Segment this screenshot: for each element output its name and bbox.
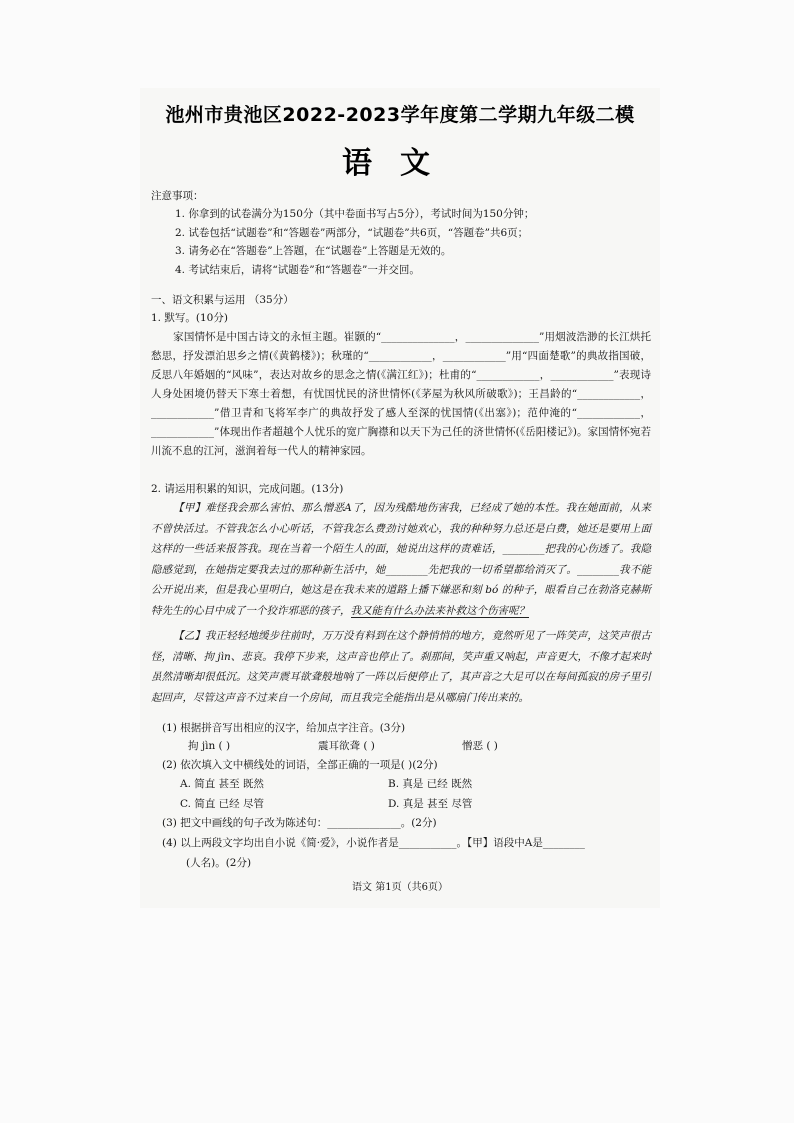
option-a: A. 简直 甚至 既然 xyxy=(180,778,264,790)
option-b: B. 真是 已经 既然 xyxy=(388,778,473,790)
question-2-heading: 2. 请运用积累的知识，完成问题。(13分) xyxy=(151,483,344,495)
passage-a-body: 【甲】难怪我会那么害怕、那么憎恶A了，因为残酷地伤害我，已经成了她的本性。我在她面前，从来不曾快活过。不管我怎么小心听话，不管我怎么费劲讨她欢心，我的种种努力总还是白费，她还是要用上面这样的一些话来报答我。现在当着一个陌生人的面，她说出这样的责难话，________把我的心伤透了。我隐隐感觉到，在她指定要我去过的那种新生活中，她________先把我的一切希望都给消灭了。________我不能公开说出来，但是我心里明白，她这是在我未来的道路上播下嫌恶和刻 bó 的种子，眼看自己在勃洛克赫斯特先生的心目中成了一个狡诈邪恶的孩子，我又能有什么办法来补救这个伤害呢？ xyxy=(151,502,651,617)
pinyin-item: 拘 jìn ( ) xyxy=(188,740,231,752)
question-1-body: 家国情怀是中国古诗文的永恒主题。崔颢的“______________，______________”用烟波浩渺的长江烘托愁思，抒发漂泊思乡之情(《黄鹤楼》)；秋瑾的“____________，____________”用“四面楚歌”的典故指国破，反思八年婚姻的“风味”，表达对故乡的思念之情(《满江红》)；杜甫的“____________，____________”表现诗人身处困境仍替天下寒士着想，有忧国忧民的济世情怀(《茅屋为秋风所破歌》)；王昌龄的“____________，____________”借卫青和飞将军李广的典故抒发了感人至深的忧国情(《出塞》)；范仲淹的“____________，____________”体现出作者超越个人忧乐的宽广胸襟和以天下为己任的济世情怀(《岳阳楼记》)。家国情怀宛若川流不息的江河，滋润着每一代人的精神家园。 xyxy=(151,331,651,457)
sub-question-1: (1) 根据拼音写出相应的汉字，给加点字注音。(3分) xyxy=(162,722,406,734)
pinyin-item: 憎恶 ( ) xyxy=(462,740,498,752)
note-item: 4. 考试结束后，请将“试题卷”和“答题卷”一并交回。 xyxy=(175,264,420,276)
exam-title: 池州市贵池区2022-2023学年度第二学期九年级二模 xyxy=(165,104,635,126)
sub-question-3: (3) 把文中画线的句子改为陈述句：______________。(2分) xyxy=(162,817,437,829)
page-footer: 语文 第1页（共6页） xyxy=(352,882,448,893)
note-item: 3. 请务必在“答题卷”上答题，在“试题卷”上答题是无效的。 xyxy=(175,245,452,257)
option-c: C. 简直 已经 尽管 xyxy=(180,798,265,810)
notes-heading: 注意事项： xyxy=(151,190,204,202)
sub-question-4: (4) 以上两段文字均出自小说《简·爱》，小说作者是___________。【甲】语段中A是________ xyxy=(162,837,585,849)
option-d: D. 真是 甚至 尽管 xyxy=(388,798,473,810)
question-1-text xyxy=(151,328,651,461)
note-item: 2. 试卷包括“试题卷”和“答题卷”两部分，“试题卷”共6页，“答题卷”共6页； xyxy=(175,227,529,239)
section-heading: 一、语文积累与运用 （35分） xyxy=(151,294,294,306)
passage-a xyxy=(151,498,651,621)
sub-question-4-cont: (人名)。(2分) xyxy=(186,857,252,869)
note-item: 1. 你拿到的试卷满分为150分（其中卷面书写占5分），考试时间为150分钟； xyxy=(175,208,535,220)
sub-question-2: (2) 依次填入文中横线处的词语，全部正确的一项是( )(2分) xyxy=(162,759,438,771)
pinyin-item: 震耳欲聋 ( ) xyxy=(318,740,375,752)
passage-b xyxy=(151,626,651,708)
passage-b-body: 【乙】我正轻轻地缓步往前时，万万没有料到在这个静悄悄的地方，竟然听见了一阵笑声，这笑声很古怪，清晰、拘 jìn、悲哀。我停下步来，这声音也停止了。刹那间，笑声重又响起，声音更大，不像才起来时虽然清晰却很低沉。这笑声震耳欲聋般地响了一阵以后便停止了，其声音之大足可以在每间孤寂的房子里引起回声，尽管这声音不过来自一个房间，而且我完全能指出是从哪扇门传出来的。 xyxy=(151,630,651,704)
subject-title: 语文 xyxy=(342,146,458,181)
underlined-sentence: 我又能有什么办法来补救这个伤害呢？ xyxy=(350,604,529,617)
question-1-heading: 1. 默写。(10分) xyxy=(151,312,228,324)
